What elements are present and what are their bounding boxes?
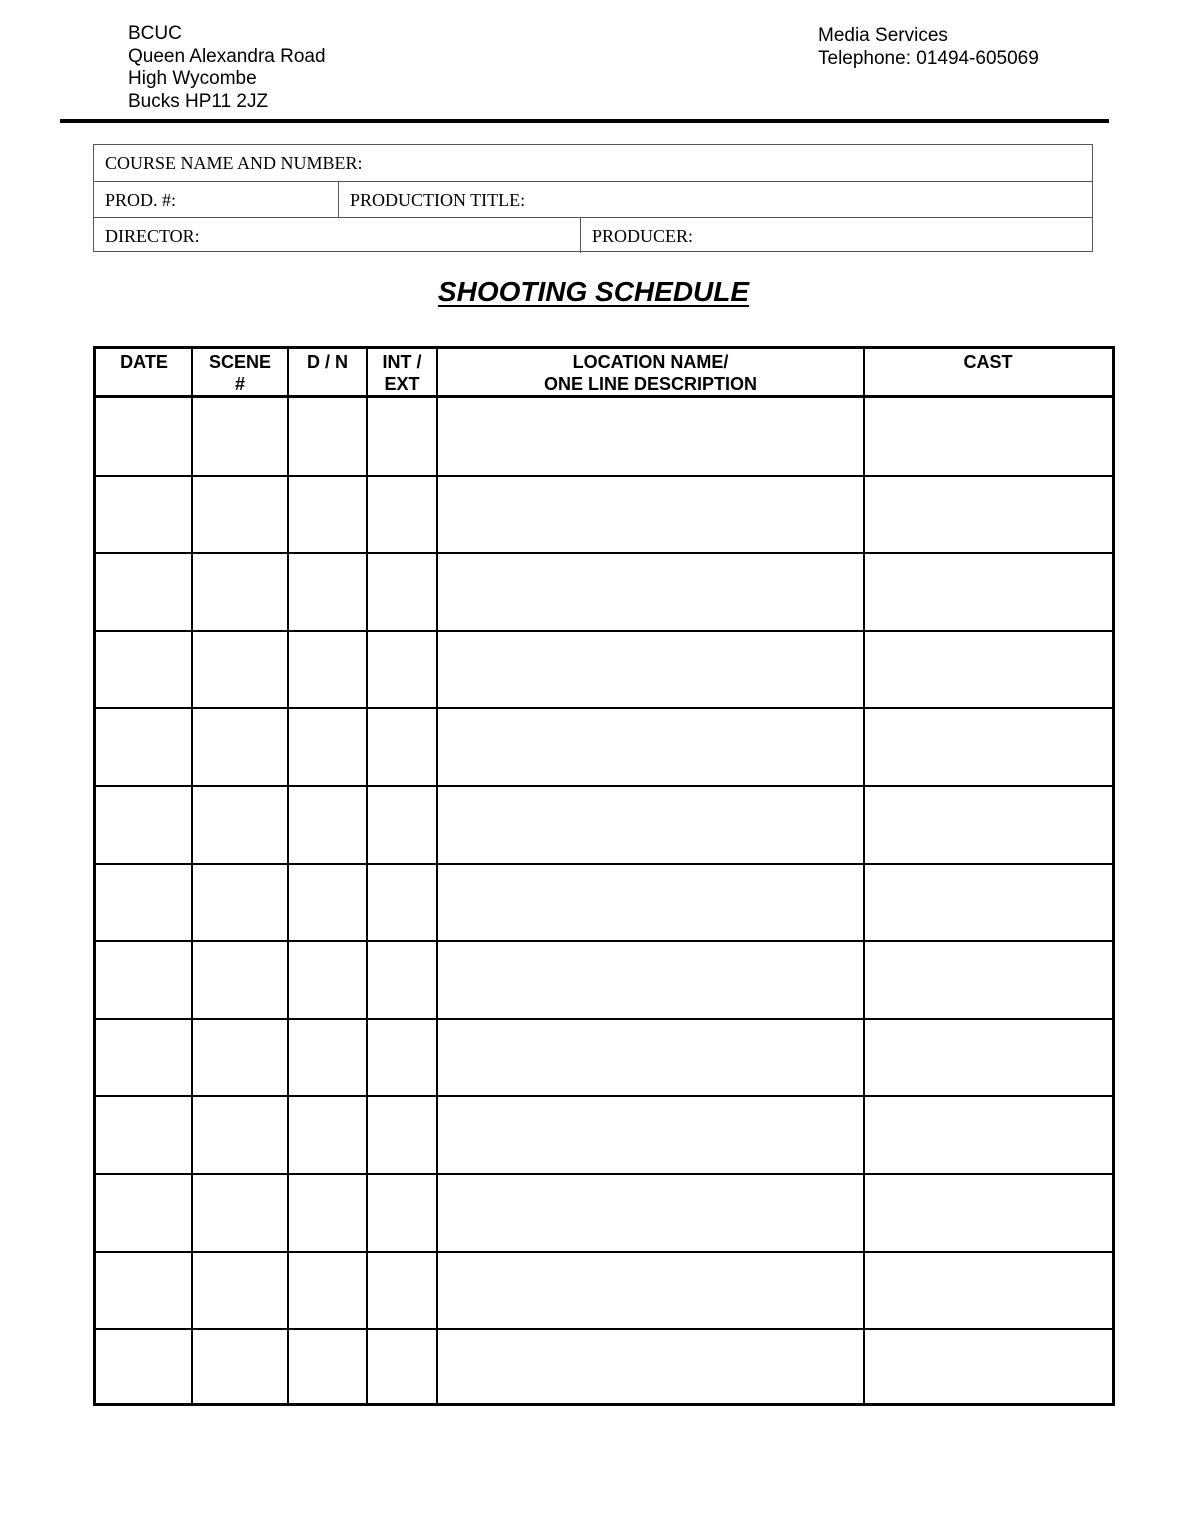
production-title-label: PRODUCTION TITLE: [350,190,526,210]
table-row [96,1174,1112,1252]
department-contact [818,25,1039,70]
table-cell[interactable] [864,476,1112,554]
director-producer-row [94,217,1092,253]
column-header-line: ONE LINE DESCRIPTION [543,374,758,394]
table-cell[interactable] [96,786,192,864]
table-row [96,1096,1112,1174]
table-cell[interactable] [192,631,288,709]
producer-label: PRODUCER: [592,226,694,246]
production-title-field[interactable] [338,182,1092,217]
table-cell[interactable] [367,1329,437,1407]
table-cell[interactable] [96,398,192,476]
table-cell[interactable] [367,476,437,554]
table-cell[interactable] [367,786,437,864]
table-cell[interactable] [288,708,367,786]
column-header-line: EXT [384,374,420,394]
table-cell[interactable] [437,1252,864,1330]
table-cell[interactable] [367,631,437,709]
table-cell[interactable] [96,864,192,942]
table-cell[interactable] [864,1019,1112,1097]
column-header [437,349,864,397]
table-row [96,941,1112,1019]
address-line: High Wycombe [128,68,257,89]
table-cell[interactable] [192,708,288,786]
table-cell[interactable] [367,1174,437,1252]
table-cell[interactable] [192,941,288,1019]
header-divider [60,119,1109,123]
column-header [288,349,367,397]
table-row [96,631,1112,709]
table-cell[interactable] [96,941,192,1019]
table-cell[interactable] [192,864,288,942]
table-cell[interactable] [437,476,864,554]
table-cell[interactable] [96,1019,192,1097]
address-line: BCUC [128,23,182,44]
table-cell[interactable] [192,1096,288,1174]
column-header-line: INT / [382,352,422,372]
table-cell[interactable] [288,941,367,1019]
page-title: SHOOTING SCHEDULE [437,276,750,307]
table-cell[interactable] [437,1174,864,1252]
table-cell[interactable] [864,1096,1112,1174]
course-name-field[interactable] [94,145,1092,181]
table-cell[interactable] [437,786,864,864]
column-header [367,349,437,397]
column-header [864,349,1112,397]
prod-number-label: PROD. #: [105,190,177,210]
director-label: DIRECTOR: [105,226,200,246]
table-cell[interactable] [437,708,864,786]
telephone-number: Telephone: 01494-605069 [818,47,1039,69]
table-cell[interactable] [864,553,1112,631]
table-cell[interactable] [192,553,288,631]
table-row [96,786,1112,864]
table-cell[interactable] [96,1096,192,1174]
column-header-line: DATE [120,352,168,372]
table-cell[interactable] [288,553,367,631]
column-header [192,349,288,397]
column-header-line: LOCATION NAME/ [572,352,729,372]
table-row [96,476,1112,554]
table-row [96,398,1112,476]
table-cell[interactable] [288,398,367,476]
table-cell[interactable] [367,941,437,1019]
address-line: Queen Alexandra Road [128,45,326,67]
table-cell[interactable] [864,1329,1112,1407]
column-divider [436,349,438,1403]
column-divider [863,349,865,1403]
table-cell[interactable] [192,1252,288,1330]
table-cell[interactable] [192,786,288,864]
table-cell[interactable] [288,1096,367,1174]
table-cell[interactable] [437,553,864,631]
table-cell[interactable] [437,631,864,709]
department-name: Media Services [818,25,948,46]
course-name-label: COURSE NAME AND NUMBER: [105,153,363,173]
shooting-schedule-table [93,346,1115,1406]
table-cell[interactable] [288,786,367,864]
table-cell[interactable] [288,864,367,942]
table-row [96,1329,1112,1407]
table-cell[interactable] [96,1329,192,1407]
table-cell[interactable] [192,476,288,554]
course-row [94,145,1092,181]
table-cell[interactable] [437,941,864,1019]
table-cell[interactable] [367,1252,437,1330]
table-cell[interactable] [864,864,1112,942]
table-cell[interactable] [96,1252,192,1330]
column-divider [366,349,368,1403]
table-cell[interactable] [367,1019,437,1097]
production-row [94,181,1092,217]
table-cell[interactable] [288,631,367,709]
table-cell[interactable] [192,1329,288,1407]
table-row [96,553,1112,631]
table-row [96,1019,1112,1097]
prod-number-field[interactable] [94,182,338,217]
table-row [96,1252,1112,1330]
table-cell[interactable] [96,476,192,554]
table-cell[interactable] [367,398,437,476]
producer-field[interactable] [580,218,1092,253]
table-cell[interactable] [864,1174,1112,1252]
table-cell[interactable] [192,1174,288,1252]
table-cell[interactable] [864,708,1112,786]
table-cell[interactable] [864,786,1112,864]
table-cell[interactable] [288,1174,367,1252]
table-cell[interactable] [437,398,864,476]
column-divider [191,349,193,1403]
table-cell[interactable] [288,1329,367,1407]
table-cell[interactable] [367,708,437,786]
table-cell[interactable] [367,1096,437,1174]
college-address [128,23,326,113]
column-header-line: CAST [963,352,1013,372]
table-cell[interactable] [192,398,288,476]
table-cell[interactable] [864,631,1112,709]
table-cell[interactable] [437,1019,864,1097]
table-cell[interactable] [437,1096,864,1174]
table-cell[interactable] [96,1174,192,1252]
table-cell[interactable] [96,631,192,709]
table-cell[interactable] [288,1252,367,1330]
column-header-line: SCENE [208,352,271,372]
table-cell[interactable] [192,1019,288,1097]
column-header-line: # [234,374,245,394]
table-cell[interactable] [96,708,192,786]
table-cell[interactable] [437,1329,864,1407]
table-cell[interactable] [864,398,1112,476]
table-row [96,864,1112,942]
table-row [96,708,1112,786]
table-cell[interactable] [288,1019,367,1097]
table-cell[interactable] [437,864,864,942]
column-divider [287,349,289,1403]
column-header [96,349,192,397]
address-line: Bucks HP11 2JZ [128,90,269,112]
table-cell[interactable] [367,864,437,942]
production-info-box [93,144,1093,252]
column-header-line: D / N [306,352,348,372]
table-cell[interactable] [864,941,1112,1019]
table-cell[interactable] [288,476,367,554]
table-cell[interactable] [96,553,192,631]
table-cell[interactable] [367,553,437,631]
director-field[interactable] [94,218,580,253]
table-cell[interactable] [864,1252,1112,1330]
